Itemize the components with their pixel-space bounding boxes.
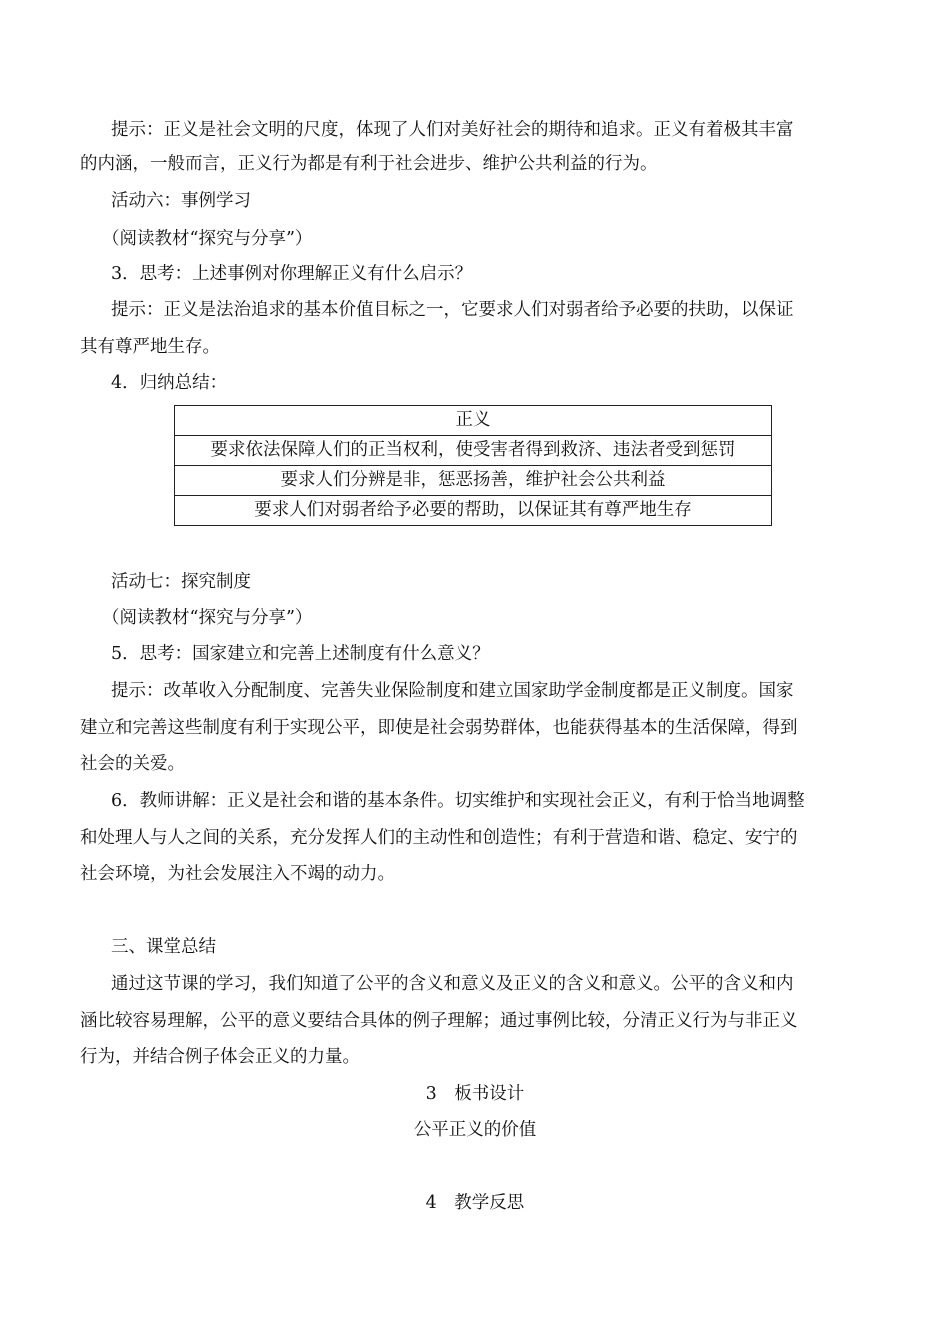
class-summary-line1: 通过这节课的学习，我们知道了公平的含义和意义及正义的含义和意义。公平的含义和内: [111, 974, 794, 994]
table-row: 要求依法保障人们的正当权利，使受害者得到救济、违法者受到惩罚: [175, 436, 772, 466]
activity6-title: 活动六：事例学习: [111, 191, 251, 211]
activity7-title: 活动七：探究制度: [111, 572, 251, 592]
question3: 3．思考：上述事例对你理解正义有什么启示？: [111, 264, 473, 284]
hint3-line1: 提示：正义是法治追求的基本价值目标之一，它要求人们对弱者给予必要的扶助，以保证: [111, 300, 794, 320]
hint5-line3: 社会的关爱。: [80, 754, 185, 774]
hint3-line2: 其有尊严地生存。: [80, 337, 220, 357]
read-textbook-note-2: （阅读教材“探究与分享”）: [102, 608, 313, 628]
teacher-line1: 6．教师讲解：正义是社会和谐的基本条件。切实维护和实现社会正义，有利于恰当地调整: [111, 791, 805, 811]
justice-summary-table: [174, 405, 772, 526]
question5: 5．思考：国家建立和完善上述制度有什么意义？: [111, 644, 490, 664]
reflection-heading: 4 教学反思: [425, 1193, 525, 1213]
hint1-line2: 的内涵，一般而言，正义行为都是有利于社会进步、维护公共利益的行为。: [80, 154, 658, 174]
hint1-line1: 提示：正义是社会文明的尺度，体现了人们对美好社会的期待和追求。正义有着极其丰富: [111, 120, 794, 140]
table-header: 正义: [175, 406, 772, 436]
hint5-line2: 建立和完善这些制度有利于实现公平，即使是社会弱势群体，也能获得基本的生活保障，得到: [80, 718, 798, 738]
table-row: 要求人们分辨是非，惩恶扬善，维护社会公共利益: [175, 466, 772, 496]
read-textbook-note-1: （阅读教材“探究与分享”）: [102, 229, 313, 249]
class-summary-line3: 行为，并结合例子体会正义的力量。: [80, 1047, 360, 1067]
teacher-line3: 社会环境，为社会发展注入不竭的动力。: [80, 864, 395, 884]
hint5-line1: 提示：改革收入分配制度、完善失业保险制度和建立国家助学金制度都是正义制度。国家: [111, 681, 794, 701]
teacher-line2: 和处理人与人之间的关系，充分发挥人们的主动性和创造性；有利于营造和谐、稳定、安宁的: [80, 828, 798, 848]
board-design-title: 公平正义的价值: [413, 1120, 537, 1140]
section3-title: 三、课堂总结: [111, 937, 216, 957]
table-row: 要求人们对弱者给予必要的帮助，以保证其有尊严地生存: [175, 496, 772, 526]
class-summary-line2: 涵比较容易理解，公平的意义要结合具体的例子理解；通过事例比较，分清正义行为与非正义: [80, 1011, 798, 1031]
board-design-heading: 3 板书设计: [425, 1084, 525, 1104]
summary-label: 4．归纳总结：: [111, 373, 228, 393]
